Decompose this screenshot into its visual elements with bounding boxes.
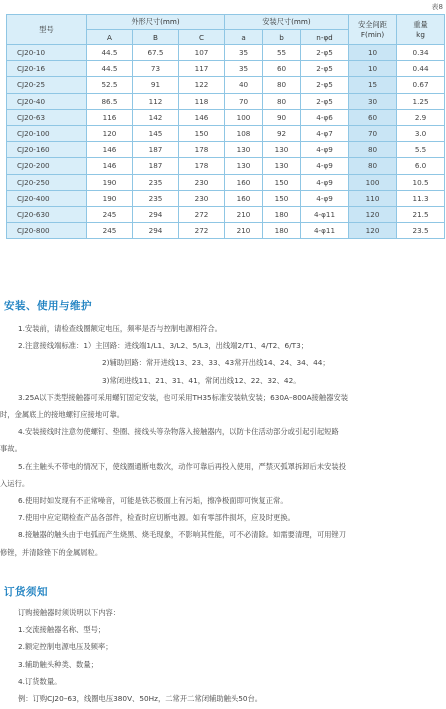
table-cell: 4-φ11 xyxy=(301,223,349,239)
table-cell: 130 xyxy=(225,142,263,158)
table-row xyxy=(7,125,445,141)
install-line: 8.接触器的触头由于电弧而产生烧黑、烧毛现象，不影响其性能，可不必清除。如需要清理，可用锉刀 xyxy=(18,530,347,540)
table-cell: 178 xyxy=(179,158,225,174)
table-cell: 142 xyxy=(133,109,179,125)
order-line: 2.额定控制电源电压及频率； xyxy=(18,642,113,652)
table-cell: 108 xyxy=(225,125,263,141)
table-row xyxy=(7,174,445,190)
install-line: 2)辅助回路：常开进线13、23、33、43常开出线14、24、34、44； xyxy=(102,358,330,368)
install-line: 3)常闭进线11、21、31、41，常闭出线12、22、32、42。 xyxy=(102,375,301,385)
table-cell: 235 xyxy=(133,190,179,206)
table-cell: 11.3 xyxy=(397,190,445,206)
table-cell: 230 xyxy=(179,190,225,206)
table-cell: 122 xyxy=(179,77,225,93)
table-cell: 55 xyxy=(263,45,301,61)
table-row xyxy=(7,190,445,206)
table-cell: 294 xyxy=(133,206,179,222)
table-cell: 5.5 xyxy=(397,142,445,158)
table-cell: 146 xyxy=(87,142,133,158)
table-cell: 4-φ9 xyxy=(301,158,349,174)
table-cell: 3.0 xyxy=(397,125,445,141)
table-cell: CJ20-250 xyxy=(7,174,87,190)
table-cell: CJ20-100 xyxy=(7,125,87,141)
table-cell: 30 xyxy=(349,93,397,109)
table-cell: 70 xyxy=(349,125,397,141)
table-cell: 245 xyxy=(87,206,133,222)
table-cell: 60 xyxy=(263,61,301,77)
header-col-nd: n-φd xyxy=(301,30,349,45)
table-cell: 23.5 xyxy=(397,223,445,239)
install-line: 1.安装前，请检查线圈额定电压，频率是否与控制电源相符合。 xyxy=(18,324,222,333)
table-cell: 21.5 xyxy=(397,206,445,222)
table-cell: 2-φ5 xyxy=(301,61,349,77)
table-cell: 15 xyxy=(349,77,397,93)
install-line: 时，金属底上的接地螺钉应接地可靠。 xyxy=(0,410,125,420)
table-cell: 60 xyxy=(349,109,397,125)
table-row xyxy=(7,158,445,174)
table-cell: 1.25 xyxy=(397,93,445,109)
table-row xyxy=(7,45,445,61)
table-cell: 44.5 xyxy=(87,61,133,77)
table-row xyxy=(7,109,445,125)
order-title: 订货须知 xyxy=(4,586,48,598)
page-tag: 表8 xyxy=(431,3,443,11)
table-cell: 2-φ5 xyxy=(301,93,349,109)
install-line: 6.使用时如发现有不正常噪音，可能是铁芯极面上有污垢，擦净极面即可恢复正常。 xyxy=(18,496,288,506)
table-cell: 190 xyxy=(87,190,133,206)
table-cell: 0.34 xyxy=(397,45,445,61)
table-cell: 52.5 xyxy=(87,77,133,93)
table-cell: CJ20-40 xyxy=(7,93,87,109)
table-cell: 2-φ5 xyxy=(301,77,349,93)
header-model: 型号 xyxy=(7,15,87,45)
table-cell: 272 xyxy=(179,206,225,222)
table-cell: 187 xyxy=(133,142,179,158)
table-cell: CJ20-25 xyxy=(7,77,87,93)
table-cell: 80 xyxy=(349,158,397,174)
table-row xyxy=(7,142,445,158)
header-safe-distance: 安全间距 F(min) xyxy=(349,15,397,45)
table-row xyxy=(7,61,445,77)
install-line: 2.注意接线端标准：1）主回路：进线端1/L1、3/L2、5/L3，出线端2/T1、4/T2、6/T3； xyxy=(18,341,309,351)
table-cell: 210 xyxy=(225,206,263,222)
header-col-b-upper: B xyxy=(133,30,179,45)
table-cell: 10 xyxy=(349,45,397,61)
install-line: 3.25A以下类型接触器可采用螺钉固定安装，也可采用TH35标准安装轨安装；630A–800A接触器安装 xyxy=(18,392,349,402)
table-cell: 86.5 xyxy=(87,93,133,109)
table-cell: 0.67 xyxy=(397,77,445,93)
table-cell: 272 xyxy=(179,223,225,239)
install-line: 5.在主触头不带电的情况下，使线圈通断电数次，动作可靠后再投入使用，严禁灭弧罩拆卸后未安装投 xyxy=(18,461,347,471)
install-line: 入运行。 xyxy=(0,478,30,488)
install-line: 7.使用中应定期检查产品各部件，检查时应切断电源。如有零部件损坏，应及时更换。 xyxy=(18,513,295,523)
table-cell: 120 xyxy=(87,125,133,141)
table-cell: 146 xyxy=(87,158,133,174)
header-weight: 重量 kg xyxy=(397,15,445,45)
table-cell: 0.44 xyxy=(397,61,445,77)
table-cell: 80 xyxy=(263,93,301,109)
header-col-c-upper: C xyxy=(179,30,225,45)
table-cell: 245 xyxy=(87,223,133,239)
table-cell: 180 xyxy=(263,223,301,239)
install-line: 4.安装接线时注意勿使螺钉、垫圈、接线头等杂物落入接触器内，以防卡住活动部分或引起引起短路 xyxy=(18,427,339,437)
table-cell: 4-φ9 xyxy=(301,190,349,206)
table-cell: CJ20-63 xyxy=(7,109,87,125)
table-cell: 73 xyxy=(133,61,179,77)
table-cell: 145 xyxy=(133,125,179,141)
header-col-a-lower: a xyxy=(225,30,263,45)
install-line: 修锉，并清除锉下的金属屑粒。 xyxy=(0,547,103,557)
table-cell: 120 xyxy=(349,206,397,222)
table-cell: 4-φ6 xyxy=(301,109,349,125)
table-cell: 160 xyxy=(225,190,263,206)
table-cell: 112 xyxy=(133,93,179,109)
table-cell: 92 xyxy=(263,125,301,141)
table-row xyxy=(7,206,445,222)
table-cell: CJ20-630 xyxy=(7,206,87,222)
table-cell: 150 xyxy=(179,125,225,141)
header-mount-dimensions: 安装尺寸(mm) xyxy=(225,15,349,30)
table-cell: 4-φ9 xyxy=(301,174,349,190)
table-cell: 178 xyxy=(179,142,225,158)
table-cell: CJ20-200 xyxy=(7,158,87,174)
table-cell: 210 xyxy=(225,223,263,239)
header-col-b-lower: b xyxy=(263,30,301,45)
table-cell: 80 xyxy=(349,142,397,158)
table-cell: 294 xyxy=(133,223,179,239)
table-row xyxy=(7,93,445,109)
table-cell: CJ20-10 xyxy=(7,45,87,61)
table-cell: 130 xyxy=(263,158,301,174)
table-row xyxy=(7,77,445,93)
table-cell: 67.5 xyxy=(133,45,179,61)
table-cell: 44.5 xyxy=(87,45,133,61)
table-cell: 4-φ11 xyxy=(301,206,349,222)
table-cell: 118 xyxy=(179,93,225,109)
table-cell: 70 xyxy=(225,93,263,109)
table-cell: CJ20-400 xyxy=(7,190,87,206)
table-cell: 160 xyxy=(225,174,263,190)
order-line: 例：订购CJ20–63，线圈电压380V、50Hz，二常开二常闭辅助触头50台。 xyxy=(18,694,263,704)
table-cell: 130 xyxy=(225,158,263,174)
table-cell: CJ20-16 xyxy=(7,61,87,77)
table-cell: 230 xyxy=(179,174,225,190)
order-line: 订购接触器时须说明以下内容： xyxy=(18,608,121,617)
table-cell: 2-φ5 xyxy=(301,45,349,61)
table-cell: 6.0 xyxy=(397,158,445,174)
order-line: 4.订货数量。 xyxy=(18,676,62,686)
install-line: 事故。 xyxy=(0,444,22,454)
table-cell: 110 xyxy=(349,190,397,206)
table-cell: 10 xyxy=(349,61,397,77)
table-row xyxy=(7,223,445,239)
table-cell: 146 xyxy=(179,109,225,125)
table-cell: 235 xyxy=(133,174,179,190)
table-cell: 35 xyxy=(225,45,263,61)
table-cell: 4-φ7 xyxy=(301,125,349,141)
table-cell: 35 xyxy=(225,61,263,77)
table-cell: CJ20-160 xyxy=(7,142,87,158)
table-cell: 107 xyxy=(179,45,225,61)
table-cell: 4-φ9 xyxy=(301,142,349,158)
table-cell: 100 xyxy=(225,109,263,125)
table-cell: 90 xyxy=(263,109,301,125)
table-cell: 100 xyxy=(349,174,397,190)
table-cell: 150 xyxy=(263,190,301,206)
table-cell: 187 xyxy=(133,158,179,174)
table-cell: 150 xyxy=(263,174,301,190)
table-cell: 117 xyxy=(179,61,225,77)
table-cell: 120 xyxy=(349,223,397,239)
table-cell: 180 xyxy=(263,206,301,222)
table-cell: 40 xyxy=(225,77,263,93)
table-cell: 190 xyxy=(87,174,133,190)
table-cell: 10.5 xyxy=(397,174,445,190)
table-cell: 130 xyxy=(263,142,301,158)
table-cell: 80 xyxy=(263,77,301,93)
table-cell: 116 xyxy=(87,109,133,125)
dimensions-table xyxy=(6,14,445,239)
order-line: 1.交流接触器名称、型号； xyxy=(18,625,106,635)
table-cell: 91 xyxy=(133,77,179,93)
table-cell: CJ20-800 xyxy=(7,223,87,239)
install-title: 安装、使用与维护 xyxy=(4,300,92,312)
header-outer-dimensions: 外形尺寸(mm) xyxy=(87,15,225,30)
order-line: 3.辅助触头种类、数量； xyxy=(18,659,98,669)
header-col-a-upper: A xyxy=(87,30,133,45)
table-cell: 2.9 xyxy=(397,109,445,125)
